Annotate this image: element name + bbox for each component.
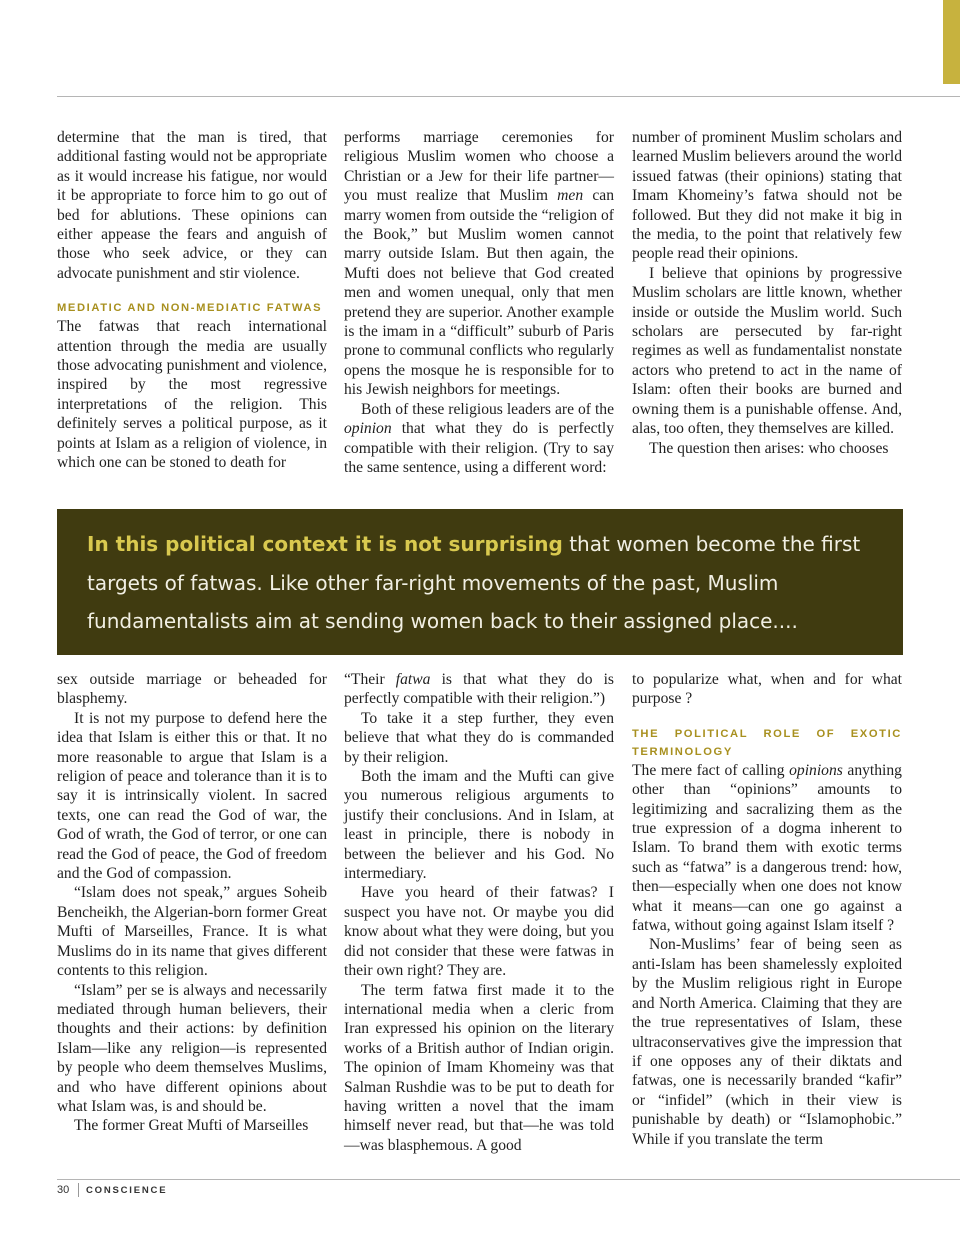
bottom-column-3 xyxy=(632,670,902,1149)
top-column-2 xyxy=(344,128,614,477)
paragraph: determine that the man is tired, that additional fasting would not be appropriate as it would increase his fatigue, nor would it be appropriate to force him to go out of bed for ablutions. These opinions can either appease the fears and anguish of those who seek advice, or they can advocate punishment and stir violence. xyxy=(57,129,327,282)
paragraph: Both the imam and the Mufti can give you numerous religious arguments to justify their conclusions. And in Islam, at least in principle, there is nobody in between the believer and his God. No intermediary. xyxy=(344,768,614,883)
paragraph: Non-Muslims’ fear of being seen as anti-Islam has been shamelessly exploited by the Muslim religious right in Europe and North America. Claiming that they are the true representatives of Islam, these ultraconservatives give the impression that if one opposes any of their diktats and fatwas, one is necessarily branded “kafir” or “infidel” (which in their view is punishable by death) or “Islamophobic.” While if you translate the term xyxy=(632,936,902,1148)
pull-quote xyxy=(57,509,903,655)
paragraph: performs marriage ceremonies for religious Muslim women who choose a Christian or a Jew for their life partner—you must realize that Muslim men can marry women from outside the “religion of the Book,” but Muslim women cannot marry outside Islam. But then again, the Mufti does not believe that God created men and women unequal, only that men pretend they are superior. Another example is the imam in a “difficult” suburb of Paris prone to communal conflicts who regularly opens the mosque he is responsible for to his Jewish neighbors for meetings. xyxy=(344,129,614,399)
bottom-column-2 xyxy=(344,670,614,1155)
footer-rule xyxy=(57,1179,960,1180)
pull-quote-highlight: In this political context it is not surprising xyxy=(87,532,563,556)
footer-separator xyxy=(78,1183,79,1197)
paragraph: I believe that opinions by progressive Muslim scholars are little known, whether inside or outside the Muslim world. Such scholars are persecuted by far-right regimes as well as fundamentalist nonstate actors who pretend to act in the name of Islam: often their books are burned and owning them is a punishable offense. And, alas, too often, they themselves are killed. xyxy=(632,264,902,438)
paragraph: to popularize what, when and for what purpose ? xyxy=(632,671,902,708)
paragraph: “Islam does not speak,” argues Soheib Bencheikh, the Algerian-born former Great Mufti of Marseilles, France. It is what Muslims do in its name that gives different contents to this religion. xyxy=(57,884,327,980)
edge-tab xyxy=(943,0,960,84)
paragraph: number of prominent Muslim scholars and learned Muslim believers around the world issued fatwas (their opinions) stating that Imam Khomeiny’s fatwa should not be followed. But they did not make it big in the media, to the point that relatively few people read their opinions. xyxy=(632,129,902,263)
top-column-1 xyxy=(57,128,327,473)
magazine-name: CONSCIENCE xyxy=(86,1185,168,1196)
page-number: 30 xyxy=(57,1184,70,1196)
bottom-column-1 xyxy=(57,670,327,1136)
paragraph: “Their fatwa is that what they do is perfectly compatible with their religion.”) xyxy=(344,671,614,708)
paragraph: “Islam” per se is always and necessarily mediated through human believers, their thoughts and their actions: by definition Islam—like any religion—is represented by people who deem themselves Muslims, and who have different opinions about what Islam was, is and should be. xyxy=(57,981,327,1115)
pull-quote-text: that women become the first targets of fatwas. Like other far-right movements of the past, Muslim fundamentalists aim at sending women back to their assigned place.... xyxy=(87,532,861,633)
paragraph: The question then arises: who chooses xyxy=(649,439,889,457)
paragraph: To take it a step further, they even believe that what they do is commanded by their religion. xyxy=(344,709,614,766)
paragraph: The fatwas that reach international attention through the media are usually those advocating punishment and violence, inspired by the most regressive interpretations of the religion. This definitely serves a political purpose, as it points at Islam as a religion of violence, in which one can be stoned to death for xyxy=(57,318,327,472)
paragraph: It is not my purpose to defend here the idea that Islam is either this or that. It no more reasonable to argue that Islam is a religion of peace and tolerance than it is to say it is intrinsically violent. In sacred texts, one can read the God of war, the God of wrath, the God of terror, or one can read the God of peace, the God of freedom and the God of compassion. xyxy=(57,709,327,883)
top-column-3 xyxy=(632,128,902,458)
paragraph: Both of these religious leaders are of the opinion that what they do is perfectly compatible with their religion. (Try to say the same sentence, using a different word: xyxy=(344,400,614,476)
section-heading-exotic-terminology: THE POLITICAL ROLE OF EXOTIC TERMINOLOGY xyxy=(632,727,902,758)
paragraph: The term fatwa first made it to the international media when a cleric from Iran expressed his opinion on the literary works of a British author of Indian origin. The opinion of Imam Khomeiny was that Salman Rushdie was to be put to death for having written a novel that the imam himself never read, but that—he was told—was blasphemous. A good xyxy=(344,981,614,1154)
paragraph: sex outside marriage or beheaded for blasphemy. xyxy=(57,671,327,708)
paragraph: Have you heard of their fatwas? I suspect you have not. Or maybe you did know about what they were doing, but you did not consider that these were fatwas in their own right? They are. xyxy=(344,884,614,980)
paragraph: The former Great Mufti of Marseilles xyxy=(74,1117,309,1135)
header-rule xyxy=(57,96,960,97)
section-heading-mediatic: MEDIATIC AND NON-MEDIATIC FATWAS xyxy=(57,302,323,315)
paragraph: The mere fact of calling opinions anything other than “opinions” amounts to legitimizing and sacralizing them as the true expression of a dogma inherent to Islam. To brand them with exotic terms such as “fatwa” is a dangerous trend: how, then—especially when one does not know what it means—can one go against a fatwa, without going against Islam itself ? xyxy=(632,761,902,935)
